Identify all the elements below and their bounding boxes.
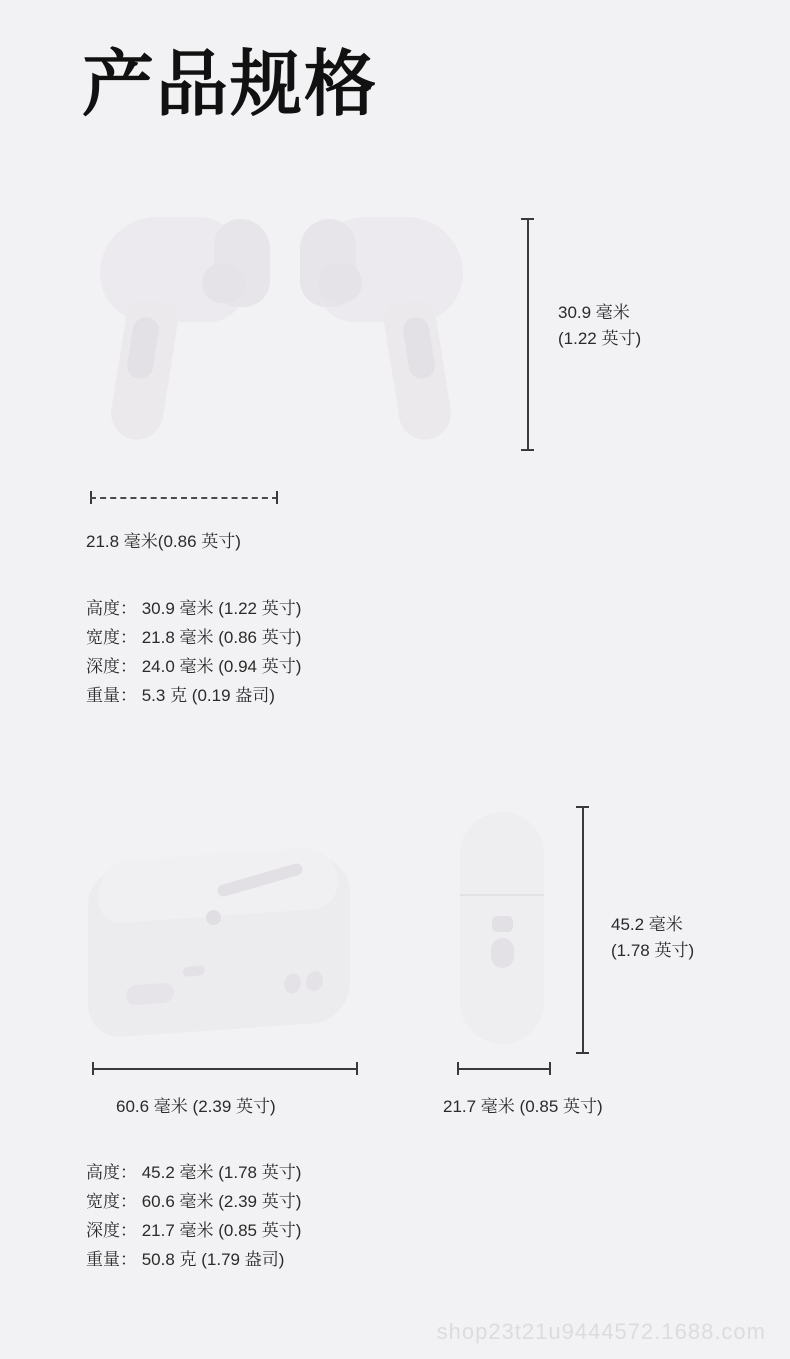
earbud-left-nozzle <box>202 263 246 303</box>
earbud-width-measure-line <box>90 491 278 504</box>
measure-cap-right <box>549 1062 551 1075</box>
measure-line <box>90 497 278 499</box>
earbud-height-measure-line <box>521 218 534 451</box>
earbud-right-nozzle <box>318 263 362 303</box>
measure-line <box>527 218 529 451</box>
case-height-measure-line <box>576 806 589 1054</box>
measure-line <box>582 806 584 1054</box>
measure-cap-bottom <box>576 1052 589 1054</box>
measure-cap-right <box>276 491 278 504</box>
earbud-spec-list <box>86 594 301 710</box>
charging-case-side-illustration <box>460 812 552 1044</box>
case-depth-measure-line <box>457 1062 551 1075</box>
case-width-measure-line <box>92 1062 358 1075</box>
earbud-height-label-inch: (1.22 英寸) <box>558 329 642 349</box>
case-height-label <box>611 912 694 965</box>
earbud-height-label-mm: 30.9 毫米 <box>558 303 630 322</box>
case-spec-height: 高度： 45.2 毫米 (1.78 英寸) <box>86 1163 302 1182</box>
case-width-label: 60.6 毫米 (2.39 英寸) <box>116 1097 276 1116</box>
watermark: shop23t21u9444572.1688.com <box>436 1319 766 1344</box>
case-side-led <box>491 938 514 968</box>
page-title: 产品规格 <box>82 45 379 125</box>
case-side-button <box>492 916 513 932</box>
charging-case-illustration <box>88 848 368 1048</box>
earbud-left-graphic <box>90 205 270 460</box>
earbud-spec-depth: 深度： 24.0 毫米 (0.94 英寸) <box>86 657 302 676</box>
earbud-spec-weight: 重量： 5.3 克 (0.19 盎司) <box>86 686 275 705</box>
earbud-spec-height: 高度： 30.9 毫米 (1.22 英寸) <box>86 599 302 618</box>
case-front-pill <box>126 982 174 1005</box>
measure-line <box>457 1068 551 1070</box>
case-indicator-dot <box>206 910 221 925</box>
case-spec-weight: 重量： 50.8 克 (1.79 盎司) <box>86 1250 285 1269</box>
earbud-width-label: 21.8 毫米(0.86 英寸) <box>86 532 241 551</box>
case-spec-width: 宽度： 60.6 毫米 (2.39 英寸) <box>86 1192 302 1211</box>
measure-line <box>92 1068 358 1070</box>
case-height-label-mm: 45.2 毫米 <box>611 915 683 934</box>
case-height-label-inch: (1.78 英寸) <box>611 941 695 961</box>
earbud-right-graphic <box>296 205 476 460</box>
earbuds-illustration <box>78 205 488 460</box>
case-depth-label: 21.7 毫米 (0.85 英寸) <box>443 1097 603 1116</box>
case-side-seam <box>460 894 544 896</box>
case-grille-left <box>284 973 301 995</box>
measure-cap-right <box>356 1062 358 1075</box>
measure-cap-bottom <box>521 449 534 451</box>
earbud-spec-width: 宽度： 21.8 毫米 (0.86 英寸) <box>86 628 302 647</box>
case-grille-right <box>306 970 323 992</box>
earbud-height-label <box>558 300 641 353</box>
case-spec-list <box>86 1158 301 1274</box>
case-spec-depth: 深度： 21.7 毫米 (0.85 英寸) <box>86 1221 302 1240</box>
